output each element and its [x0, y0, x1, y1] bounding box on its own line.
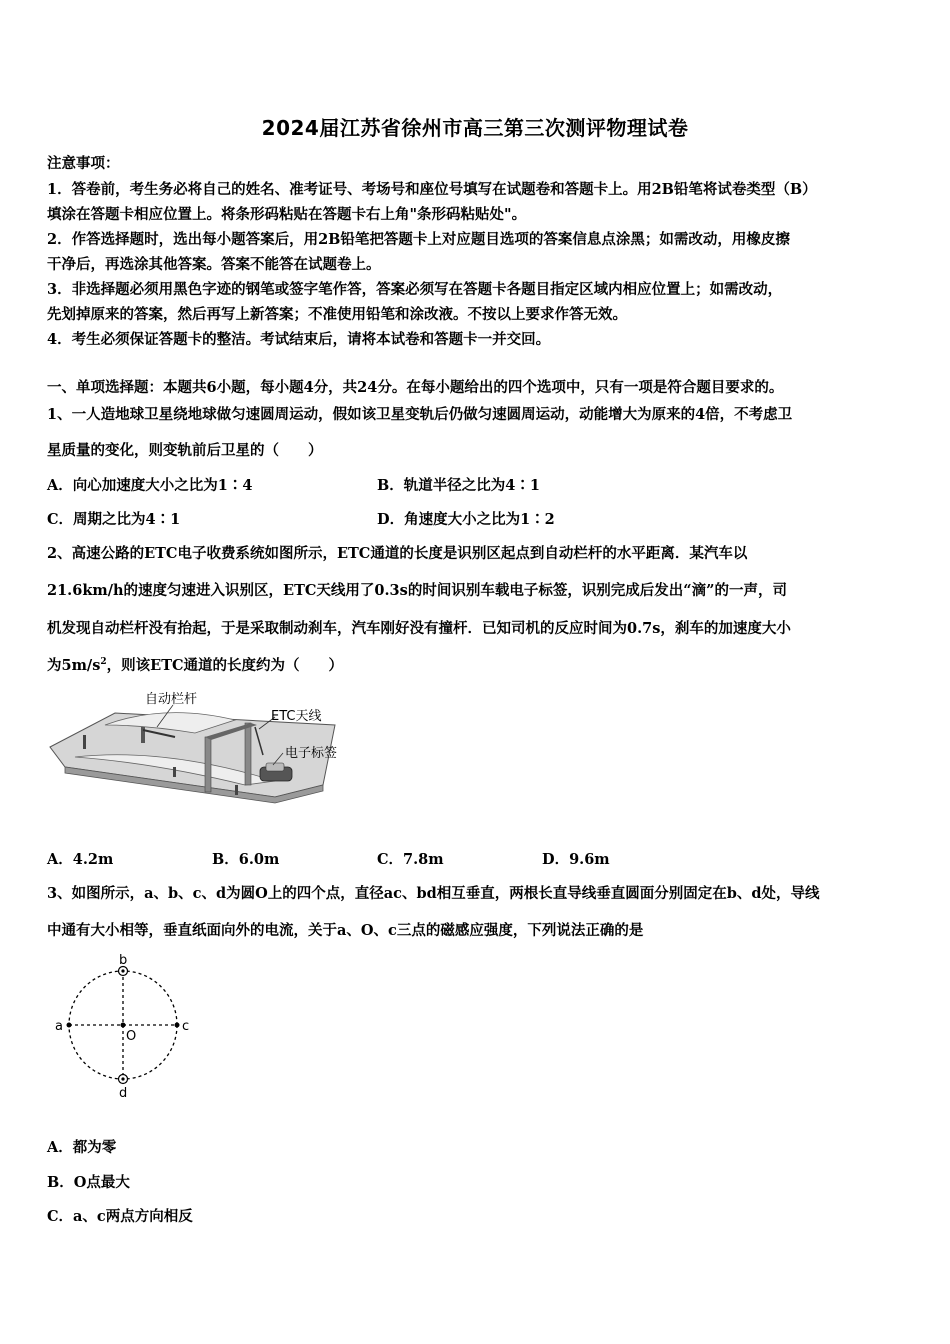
- label-tag: 电子标签: [285, 746, 338, 761]
- point-c: [175, 1023, 180, 1028]
- notice-line: 1．答卷前，考生务必将自己的姓名、准考证号、考场号和座位号填写在试题卷和答题卡上。用2B铅笔将试卷类型（B）: [47, 181, 817, 198]
- q1-option-b: B．轨道半径之比为4∶1: [377, 477, 540, 494]
- q3-stem: 3、如图所示，a、b、c、d为圆O上的四个点，直径ac、bd相互垂直，两根长直导线垂直圆面分别固定在b、d处，导线: [47, 885, 820, 902]
- notice-line: 3．非选择题必须用黑色字迹的钢笔或签字笔作答，答案必须写在答题卡各题目指定区域内相应位置上；如需改动，: [47, 281, 783, 298]
- notice-line: 2．作答选择题时，选出每小题答案后，用2B铅笔把答题卡上对应题目选项的答案信息点涂黑；如需改动，用橡皮擦: [47, 231, 790, 248]
- point-o: [121, 1023, 126, 1028]
- label-barrier: 自动栏杆: [145, 692, 198, 707]
- notice-line: 4．考生必须保证答题卡的整洁。考试结束后，请将本试卷和答题卡一并交回。: [47, 331, 551, 348]
- q1-stem: 1、一人造地球卫星绕地球做匀速圆周运动，假如该卫星变轨后仍做匀速圆周运动，动能增大为原来的4倍，不考虑卫: [47, 406, 793, 423]
- label-d: d: [119, 1086, 128, 1101]
- q2-option-c: C．7.8m: [377, 851, 444, 868]
- q2-stem: 2、高速公路的ETC电子收费系统如图所示，ETC通道的长度是识别区起点到自动栏杆的水平距离．某汽车以: [47, 545, 748, 562]
- q2-option-d: D．9.6m: [542, 851, 610, 868]
- label-c: c: [182, 1019, 190, 1034]
- notice-line: 干净后，再选涂其他答案。答案不能答在试题卷上。: [47, 256, 381, 273]
- label-b: b: [119, 953, 128, 968]
- q3-option-c: C．a、c两点方向相反: [47, 1208, 193, 1225]
- notice-line: 填涂在答题卡相应位置上。将条形码粘贴在答题卡右上角"条形码粘贴处"。: [47, 206, 527, 223]
- q1-option-d: D．角速度大小之比为1∶2: [377, 511, 555, 528]
- q3-option-b: B．O点最大: [47, 1174, 130, 1191]
- q1-option-a: A．向心加速度大小之比为1∶4: [47, 477, 253, 494]
- q1-stem: 星质量的变化，则变轨前后卫星的（ ）: [47, 442, 323, 459]
- q2-option-a: A．4.2m: [47, 851, 114, 868]
- point-a: [67, 1023, 72, 1028]
- label-antenna: ETC天线: [271, 709, 322, 724]
- notice-heading: 注意事项：: [47, 155, 120, 172]
- page-title: 2024届江苏省徐州市高三第三次测评物理试卷: [261, 116, 689, 140]
- notice-line: 先划掉原来的答案，然后再写上新答案；不准使用铅笔和涂改液。不按以上要求作答无效。: [47, 306, 627, 323]
- q2-stem: 为$5m/s^2$，则该ETC通道的长度约为（ ）: [47, 657, 344, 674]
- q3-option-a: A．都为零: [47, 1139, 117, 1156]
- label-o: O: [126, 1029, 137, 1044]
- q2-option-b: B．6.0m: [212, 851, 280, 868]
- q3-stem: 中通有大小相等，垂直纸面向外的电流，关于a、O、c三点的磁感应强度，下列说法正确的是: [47, 922, 644, 939]
- etc-figure: [45, 685, 350, 815]
- q2-stem: 机发现自动栏杆没有抬起，于是采取制动刹车，汽车刚好没有撞杆．已知司机的反应时间为0.7s，刹车的加速度大小: [47, 620, 791, 637]
- q1-option-c: C．周期之比为4∶1: [47, 511, 181, 528]
- label-a: a: [55, 1019, 63, 1034]
- section-heading: 一、单项选择题：本题共6小题，每小题4分，共24分。在每小题给出的四个选项中，只有一项是符合题目要求的。: [47, 379, 784, 396]
- circle-figure: [50, 952, 200, 1102]
- q2-stem: 21.6km/h的速度匀速进入识别区，ETC天线用了0.3s的时间识别车载电子标签，识别完成后发出“滴”的一声，司: [47, 582, 787, 599]
